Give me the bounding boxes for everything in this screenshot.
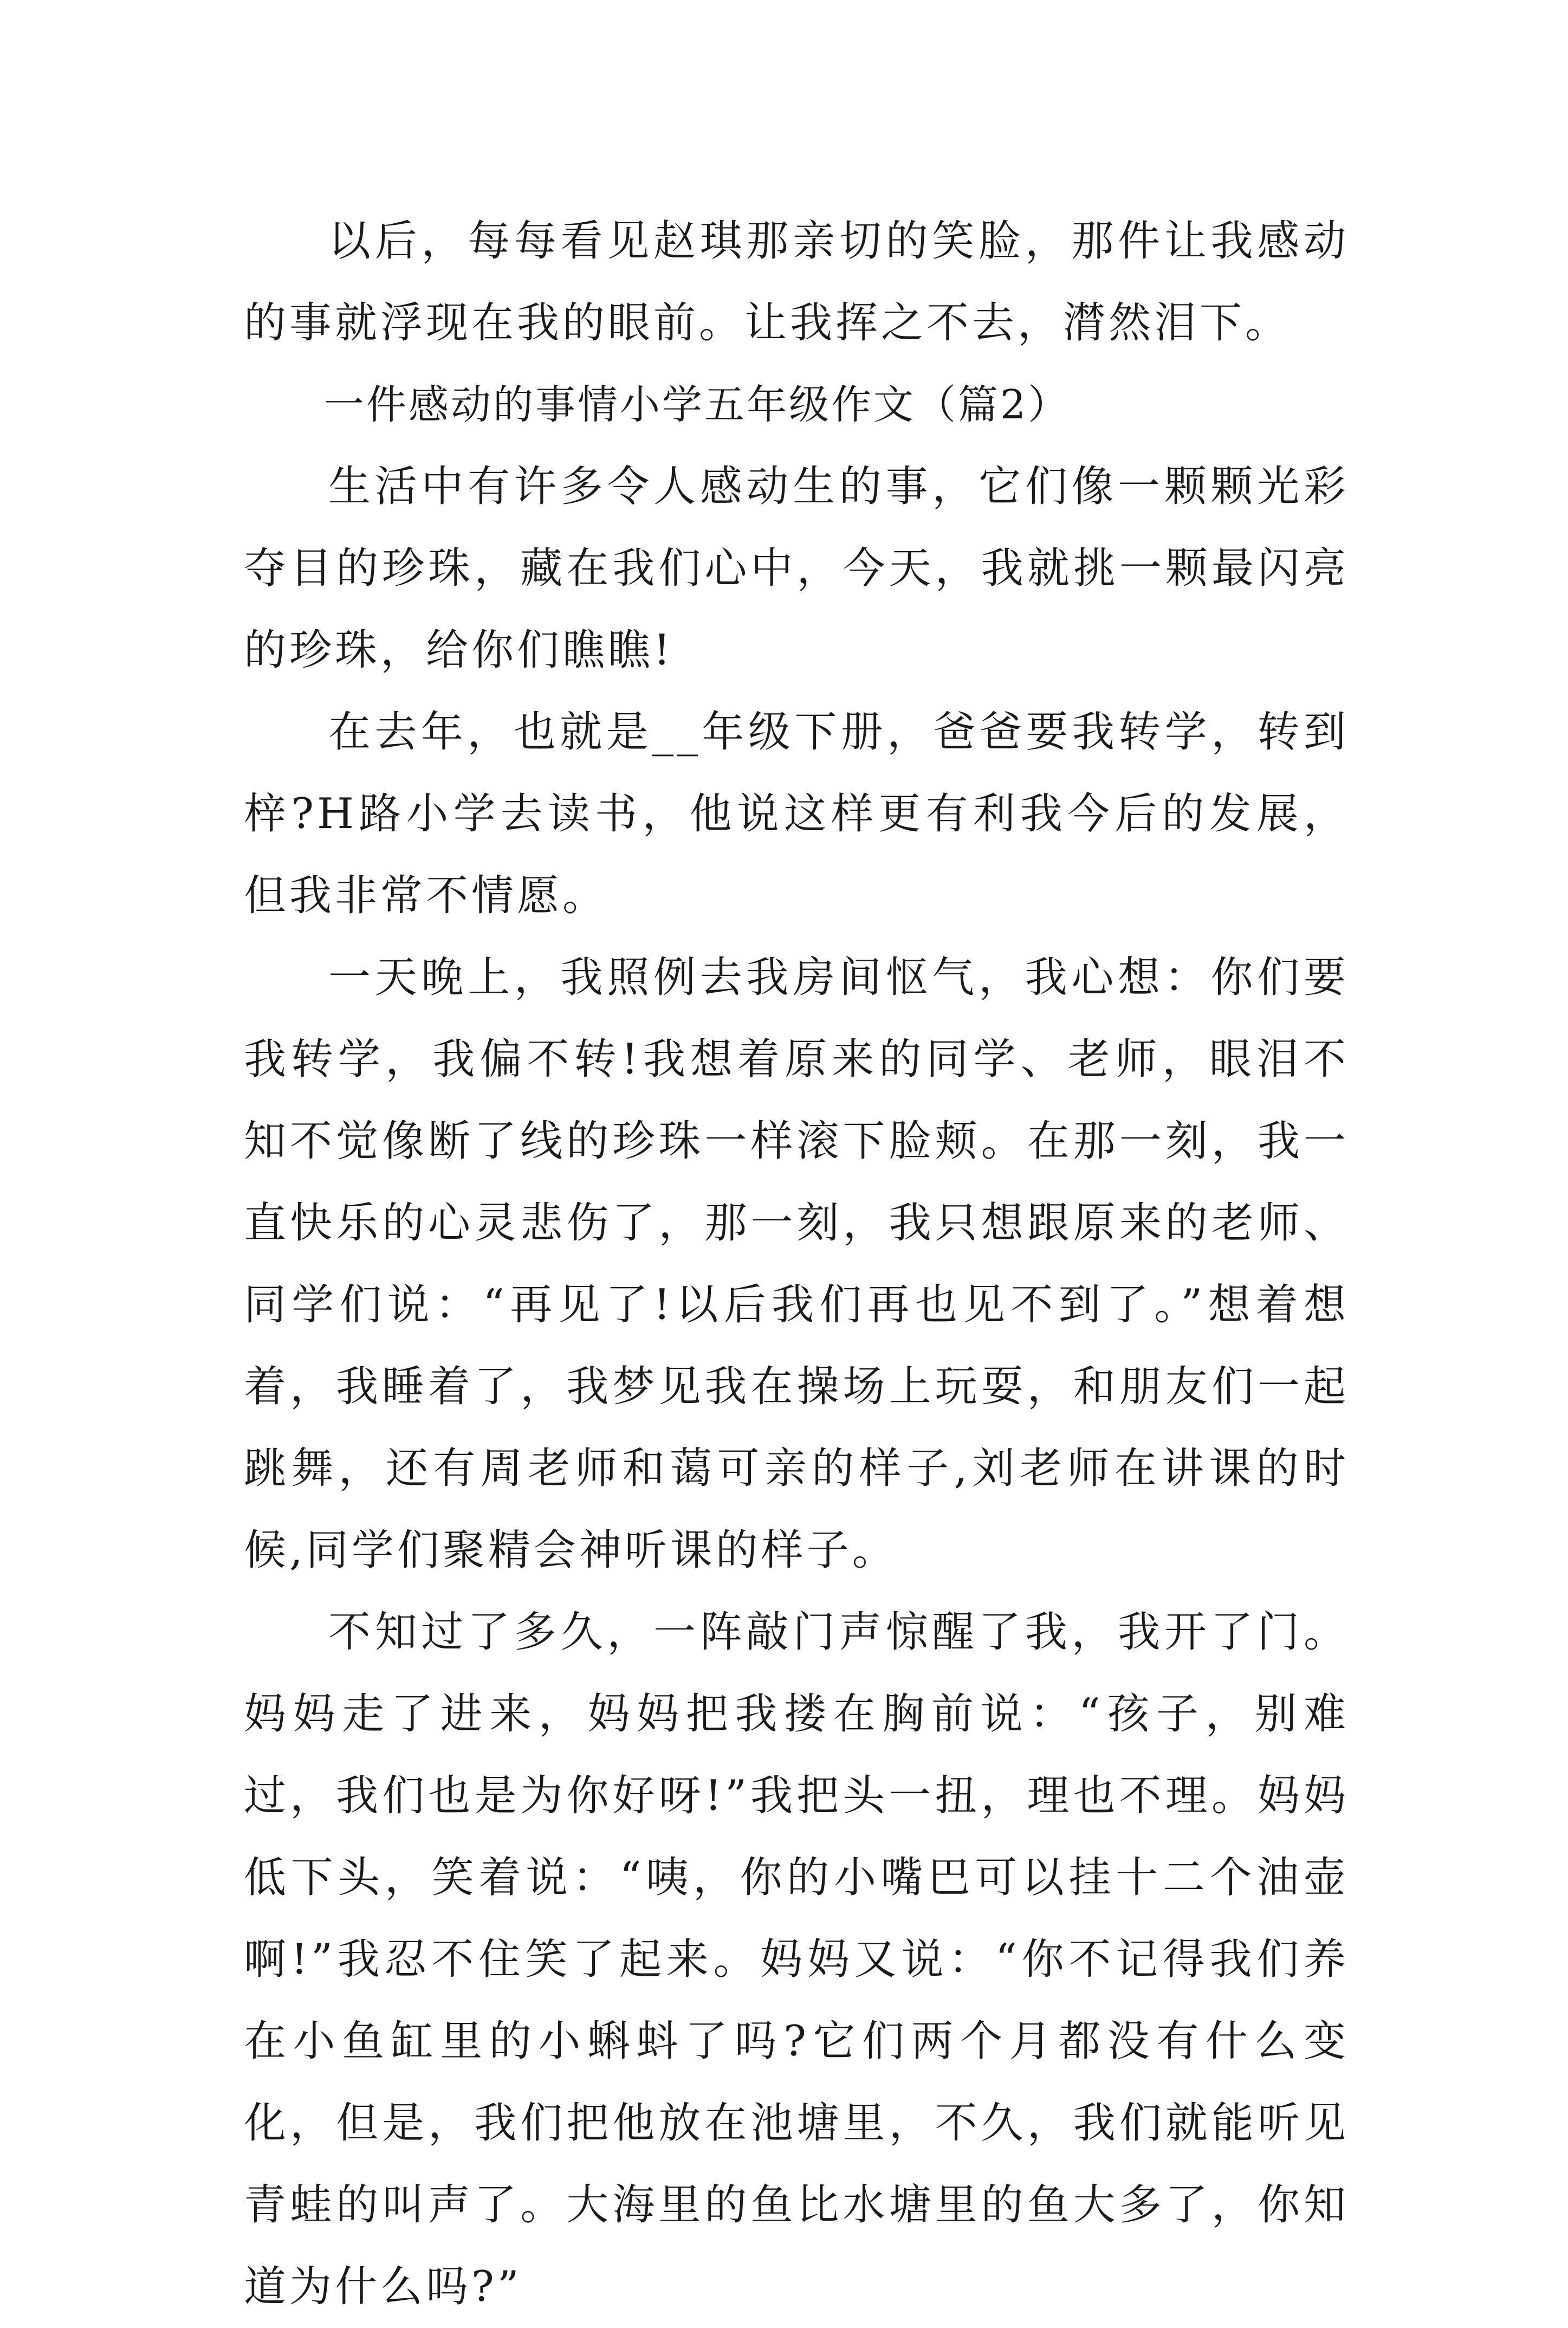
paragraph-3: 在去年，也就是__年级下册，爸爸要我转学，转到梓?H路小学去读书，他说这样更有利我今后的发展，但我非常不情愿。 xyxy=(244,708,1349,920)
essay-body xyxy=(244,201,1349,2328)
paragraph-2: 生活中有许多令人感动生的事，它们像一颗颗光彩夺目的珍珠，藏在我们心中，今天，我就挑一颗最闪亮的珍珠，给你们瞧瞧! xyxy=(244,462,1349,675)
paragraph-4: 一天晚上，我照例去我房间怄气，我心想：你们要我转学，我偏不转!我想着原来的同学、老师，眼泪不知不觉像断了线的珍珠一样滚下脸颊。在那一刻，我一直快乐的心灵悲伤了，那一刻，我只想跟原来的老师、同学们说：“再见了!以后我们再也见不到了。”想着想着，我睡着了，我梦见我在操场上玩耍，和朋友们一起跳舞，还有周老师和蔼可亲的样子,刘老师在讲课的时候,同学们聚精会神听课的样子。 xyxy=(244,953,1349,1575)
paragraph-5: 不知过了多久，一阵敲门声惊醒了我，我开了门。妈妈走了进来，妈妈把我搂在胸前说：“孩子，别难过，我们也是为你好呀!”我把头一扭，理也不理。妈妈低下头，笑着说：“咦，你的小嘴巴可以挂十二个油壶啊!”我忍不住笑了起来。妈妈又说：“你不记得我们养在小鱼缸里的小蝌蚪了吗?它们两个月都没有什么变化，但是，我们把他放在池塘里，不久，我们就能听见青蛙的叫声了。大海里的鱼比水塘里的鱼大多了，你知道为什么吗?” xyxy=(244,1608,1349,2311)
paragraph-1: 以后，每每看见赵琪那亲切的笑脸，那件让我感动的事就浮现在我的眼前。让我挥之不去，潸然泪下。 xyxy=(244,217,1349,347)
essay-subtitle: 一件感动的事情小学五年级作文（篇2） xyxy=(324,381,1071,428)
